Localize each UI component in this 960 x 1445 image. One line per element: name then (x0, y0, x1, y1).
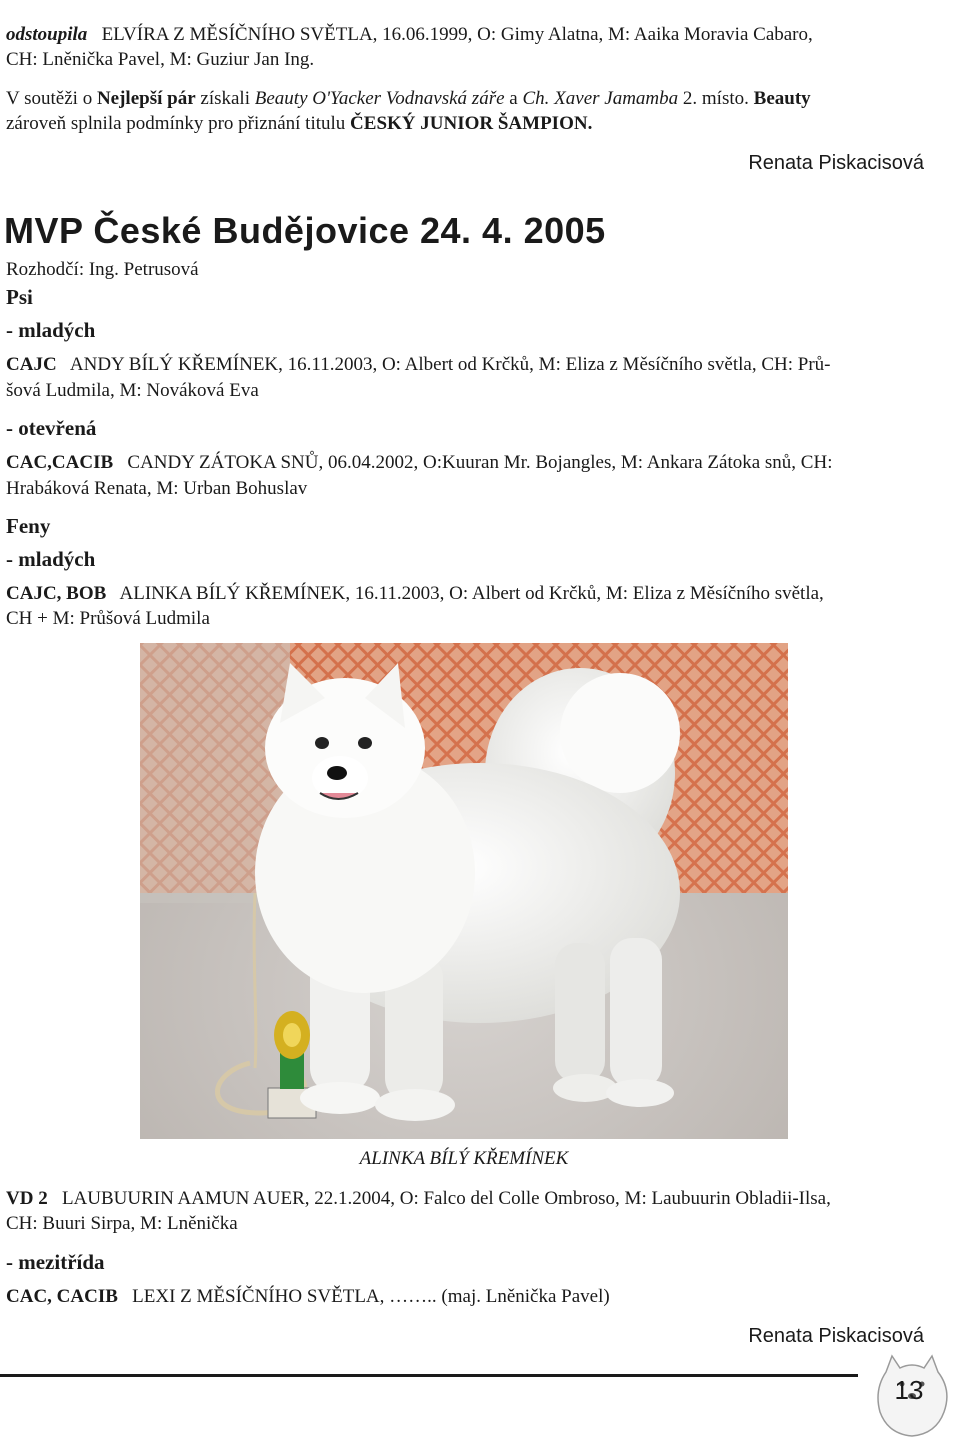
entry-line: CAC,CACIB CANDY ZÁTOKA SNŮ, 06.04.2002, O:Kuuran Mr. Bojangles, M: Ankara Zátoka snů, CH: (6, 452, 833, 473)
entry-line: CAJC ANDY BÍLÝ KŘEMÍNEK, 16.11.2003, O: Albert od Krčků, M: Eliza z Měsíčního světla, CH: Prů- (6, 354, 831, 375)
award-label: CAC, CACIB (6, 1286, 118, 1307)
intro-line-1 (6, 22, 813, 48)
entry-line: VD 2 LAUBUURIN AAMUN AUER, 22.1.2004, O: Falco del Colle Ombroso, M: Laubuurin Obladii-Ilsa, (6, 1188, 831, 1209)
section-heading-females: Feny (6, 514, 51, 538)
judge-line: Rozhodčí: Ing. Petrusová (6, 259, 199, 280)
title-label: ČESKÝ JUNIOR ŠAMPION. (350, 113, 593, 134)
entry-line: CH + M: Průšová Ludmila (6, 608, 210, 629)
entry-line: CAC, CACIB LEXI Z MĚSÍČNÍHO SVĚTLA, …….. (maj. Lněnička Pavel) (6, 1286, 610, 1307)
class-heading-junior: - mladých (6, 547, 96, 571)
award-label: CAC,CACIB (6, 452, 114, 473)
intro-line-3: V soutěži o Nejlepší pár získali Beauty O'Yacker Vodnavská záře a Ch. Xaver Jamamba 2. místo. Beauty (6, 88, 811, 109)
section-heading-males: Psi (6, 285, 33, 309)
class-heading-open: - otevřená (6, 416, 97, 440)
footer-rule (0, 1374, 858, 1377)
signature: Renata Piskacisová (748, 1325, 924, 1347)
intro-line-2: CH: Lněnička Pavel, M: Guziur Jan Ing. (6, 49, 315, 70)
dog-name: Beauty (753, 88, 811, 109)
class-heading-intermediate: - mezitřída (6, 1250, 105, 1274)
samoyed-photo-image (140, 643, 788, 1139)
dog-photo (140, 643, 788, 1139)
photo-caption: ALINKA BÍLÝ KŘEMÍNEK (359, 1148, 569, 1169)
best-pair-label: Nejlepší pár (96, 88, 196, 109)
class-heading-junior: - mladých (6, 318, 96, 342)
dog-name: Beauty O'Yacker Vodnavská záře (254, 88, 505, 109)
award-label: CAJC (6, 354, 57, 375)
dog-name: Ch. Xaver Jamamba (522, 88, 679, 109)
entry-line: CAJC, BOB ALINKA BÍLÝ KŘEMÍNEK, 16.11.2003, O: Albert od Krčků, M: Eliza z Měsíčního světla, (6, 583, 824, 604)
signature: Renata Piskacisová (748, 152, 924, 174)
page-title: MVP České Budějovice 24. 4. 2005 (4, 210, 606, 251)
entry-line: Hrabáková Renata, M: Urban Bohuslav (6, 478, 308, 499)
entry-text: ELVÍRA Z MĚSÍČNÍHO SVĚTLA, 16.06.1999, O: Gimy Alatna, M: Aaika Moravia Cabaro, (101, 24, 813, 45)
result-label: odstoupila (6, 24, 88, 45)
entry-line: šová Ludmila, M: Nováková Eva (6, 380, 259, 401)
entry-line: CH: Buuri Sirpa, M: Lněnička (6, 1213, 238, 1234)
award-label: CAJC, BOB (6, 583, 107, 604)
award-label: VD 2 (6, 1188, 48, 1209)
page-number: 13 (894, 1375, 924, 1405)
intro-line-4: zároveň splnila podmínky pro přiznání titulu ČESKÝ JUNIOR ŠAMPION. (6, 113, 593, 134)
